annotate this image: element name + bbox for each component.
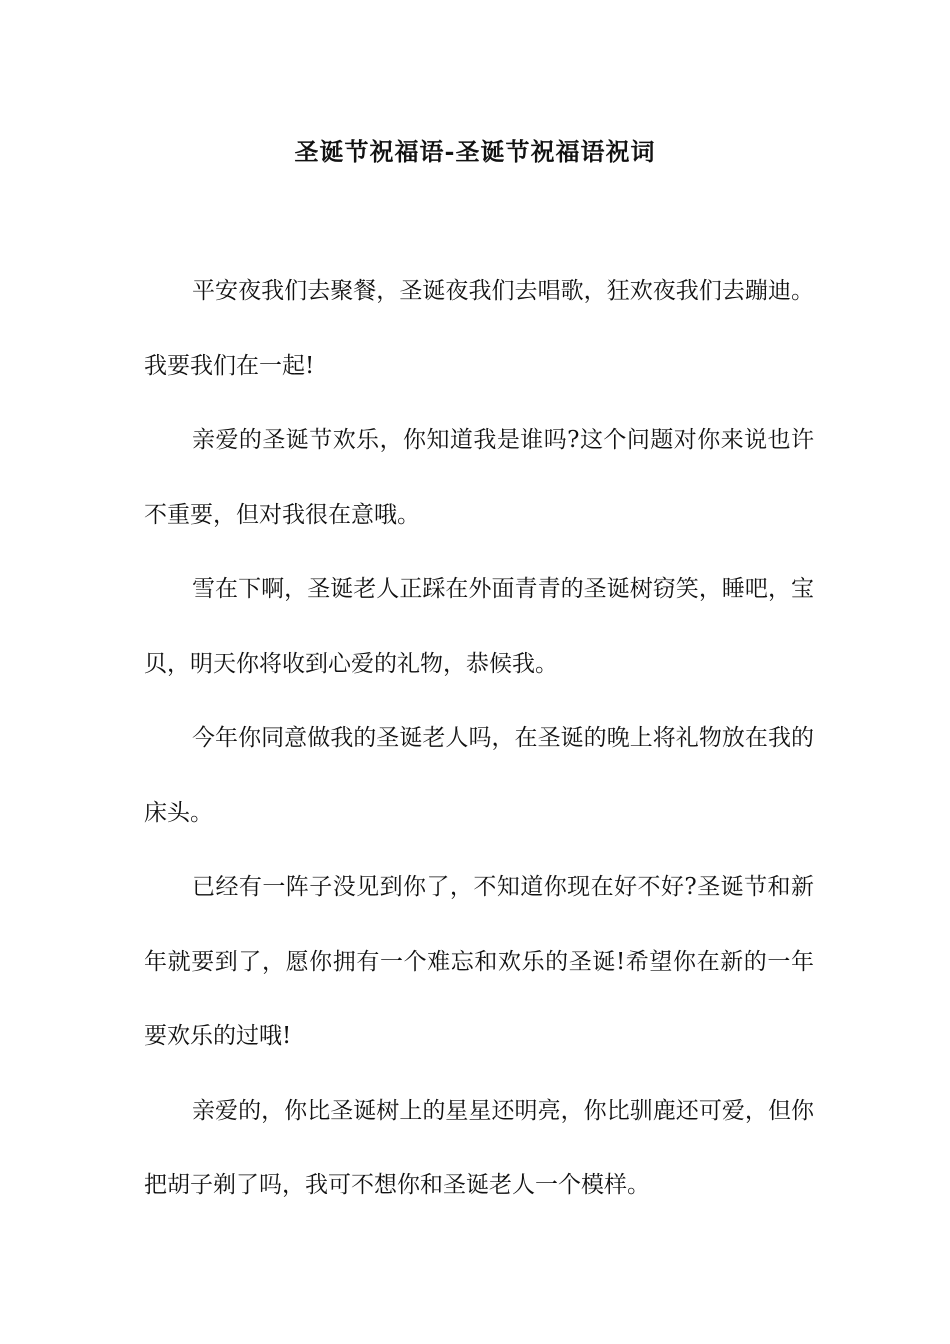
paragraph-5: 已经有一阵子没见到你了，不知道你现在好不好?圣诞节和新年就要到了，愿你拥有一个难忘和欢乐的圣诞!希望你在新的一年要欢乐的过哦! (144, 874, 814, 1049)
document-title: 圣诞节祝福语-圣诞节祝福语祝词 (294, 137, 656, 166)
paragraph-2: 亲爱的圣诞节欢乐，你知道我是谁吗?这个问题对你来说也许不重要，但对我很在意哦。 (144, 427, 814, 528)
paragraph-3: 雪在下啊，圣诞老人正踩在外面青青的圣诞树窃笑，睡吧，宝贝，明天你将收到心爱的礼物，恭候我。 (144, 576, 814, 677)
document-body (144, 254, 814, 1223)
paragraph-1: 平安夜我们去聚餐，圣诞夜我们去唱歌，狂欢夜我们去蹦迪。我要我们在一起! (144, 278, 814, 379)
paragraph-6: 亲爱的，你比圣诞树上的星星还明亮，你比驯鹿还可爱，但你把胡子剃了吗，我可不想你和圣诞老人一个模样。 (144, 1097, 814, 1198)
paragraph-4: 今年你同意做我的圣诞老人吗，在圣诞的晚上将礼物放在我的床头。 (144, 725, 814, 826)
